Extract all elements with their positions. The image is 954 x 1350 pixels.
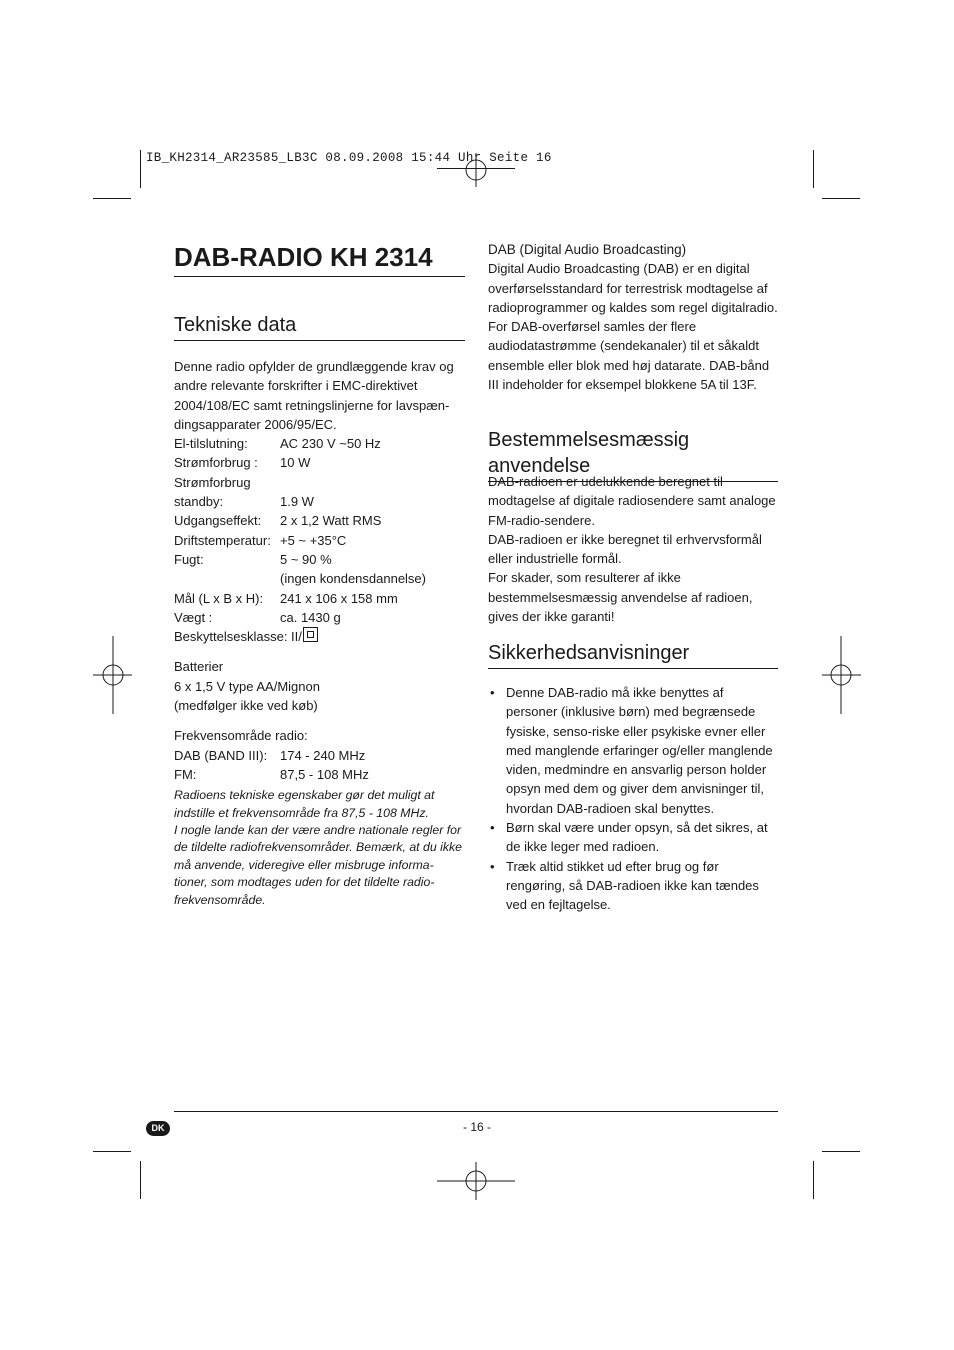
freq-list [174,746,465,785]
spec-row [174,746,465,765]
heading-usage: Bestemmelsesmæssig anvendelse [488,427,778,482]
dab-section [488,240,778,394]
usage-text: DAB-radioen er udelukkende beregnet til modtagelse af digitale radiosendere samt analoge FM-radio-sendere. [488,474,776,528]
spec-value: 5 ~ 90 % [280,551,332,567]
freq-heading: Frekvensområde radio: [174,728,308,744]
heading-tekniske-data: Tekniske data [174,312,465,341]
page-number: - 16 - [462,1120,491,1134]
safety-item: • Træk altid stikket ud efter brug og før rengøring, så DAB-radioen ikke kan tændes ved en fejltagelse. [488,857,778,915]
spec-row [174,608,465,627]
spec-row [174,589,465,608]
print-slug: IB_KH2314_AR23585_LB3C 08.09.2008 15:44 Uhr Seite 16 [146,151,552,165]
spec-label: Udgangseffekt: [174,513,262,529]
spec-label: Strømforbrug : [174,455,258,471]
note-text: I nogle lande kan der være andre nationale regler for de tildelte radiofrekvensområder. Bemærk, at du ikke må anvende, videregive eller misbruge informa-tioner, som modtages uden for det tildelte radio-frekvensområde. [174,823,462,907]
registration-mark-top [437,131,515,209]
language-badge: DK [146,1121,170,1136]
spec-value: 241 x 106 x 158 mm [280,590,398,606]
spec-label [174,569,280,588]
spec-label: DAB (BAND III): [174,747,268,763]
safety-item: • Denne DAB-radio må ikke benyttes af personer (inklusive børn) med begrænsede fysiske, senso-riske eller psykiske evner eller med manglende erfaringer og/eller manglende viden, medmindre en ansvarlig person holder opsyn med dem og giver dem anvisninger til, hvordan DAB-radioen skal benyttes. [488,683,778,818]
spec-row [174,434,465,453]
spec-value: AC 230 V ~50 Hz [280,436,381,452]
spec-row [174,765,465,784]
safety-list [488,683,778,915]
spec-label: Strømforbrug [174,474,251,490]
intro-text: Denne radio opfylder de grundlæggende krav og andre relevante forskrifter i EMC-direktivet 2004/108/EC samt retningslinjerne for lavspæn-dingsapparater 2006/95/EC. [174,359,454,432]
spec-value [280,473,465,492]
heading-safety: Sikkerhedsanvisninger [488,640,778,669]
usage-text: DAB-radioen er ikke beregnet til erhvervsformål eller industrielle formål. [488,531,762,567]
spec-label: El-tilslutning: [174,436,248,452]
spec-row [174,627,465,646]
registration-mark-bottom [437,1142,515,1220]
dab-heading: DAB (Digital Audio Broadcasting) [488,242,687,257]
spec-value: (ingen kondensdannelse) [280,571,426,587]
safety-section [488,683,778,915]
spec-list [174,434,465,627]
dab-text: Digital Audio Broadcasting (DAB) er en digital overførselsstandard for terrestrisk modtagelse af radioprogrammer og kaldes som regel digitalradio. For DAB-overførsel samles der flere audiodatastrømme (sendekanaler) til et såkaldt ensemble eller blok med høj datarate. DAB-bånd III indeholder for eksempel blokkene 5A til 13F. [488,261,778,393]
spec-row [174,531,465,550]
double-insulation-icon [303,627,318,642]
spec-label: standby: [174,494,224,510]
spec-value: +5 ~ +35°C [280,532,347,548]
spec-label: Vægt : [174,609,213,625]
spec-value: 10 W [280,455,311,471]
spec-row [174,453,465,472]
spec-row [174,511,465,530]
spec-value: ca. 1430 g [280,609,341,625]
spec-value: 174 - 240 MHz [280,747,366,763]
batteries-line: (medfølger ikke ved køb) [174,698,318,714]
safety-item: • Børn skal være under opsyn, så det sikres, at de ikke leger med radioen. [488,818,778,857]
note-text: Radioens tekniske egenskaber gør det muligt at indstille et frekvensområde fra 87,5 - 108 MHz. [174,788,435,820]
registration-mark-right [783,636,861,714]
spec-row [174,550,465,569]
spec-row [174,492,465,511]
spec-row [174,569,465,588]
spec-label: Fugt: [174,551,204,567]
batteries-line: 6 x 1,5 V type AA/Mignon [174,678,320,694]
spec-label: FM: [174,766,197,782]
usage-section [488,472,778,626]
spec-row [174,473,465,492]
spec-label: Driftstemperatur: [174,532,271,548]
spec-value: 2 x 1,2 Watt RMS [280,513,382,529]
protection-class-label: Beskyttelsesklasse: II/ [174,629,302,645]
batteries-heading: Batterier [174,659,224,675]
registration-mark-left [93,636,171,714]
footer-rule [174,1111,778,1112]
usage-text: For skader, som resulterer af ikke bestemmelsesmæssig anvendelse af radioen, gives der ikke garanti! [488,570,753,625]
spec-value: 1.9 W [280,494,314,510]
spec-value: 87,5 - 108 MHz [280,766,369,782]
page-title: DAB-RADIO KH 2314 [174,240,465,277]
spec-label: Mål (L x B x H): [174,590,264,606]
left-column [174,357,465,909]
